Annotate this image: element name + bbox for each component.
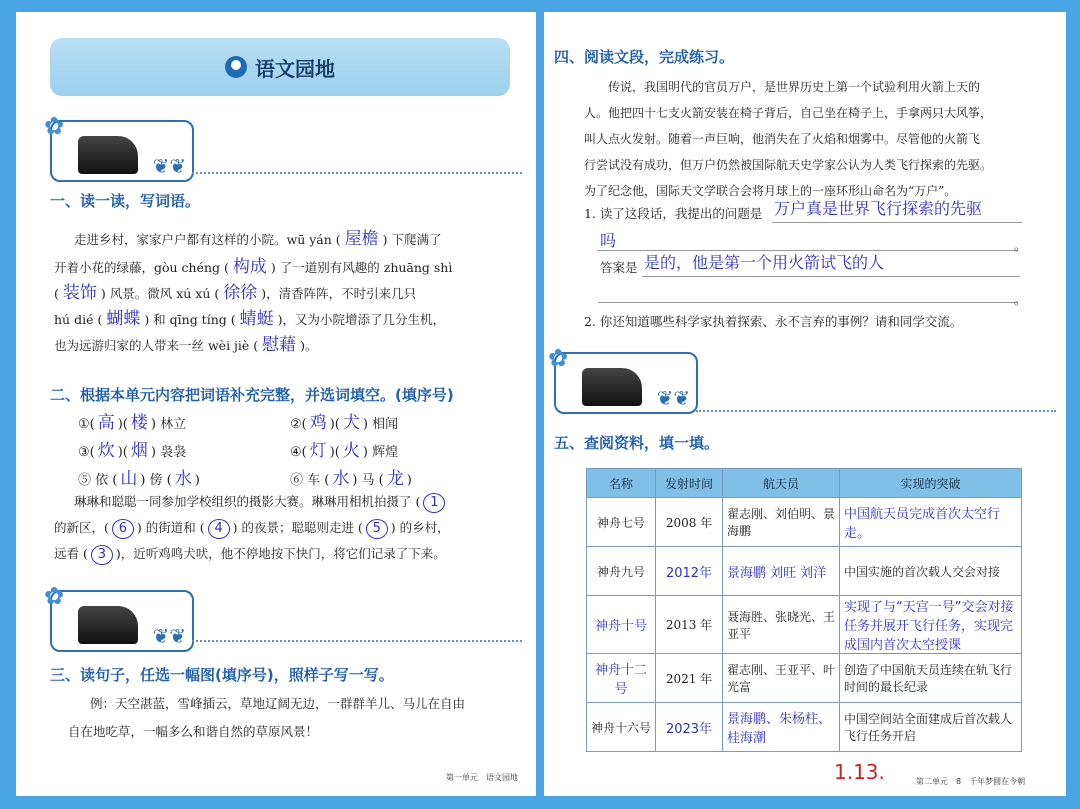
printed-text: )，清香阵阵，不时引来几只 xyxy=(261,286,417,301)
handwritten-answer: 鸡 xyxy=(309,413,327,433)
handwritten-answer: 水 xyxy=(332,469,350,489)
table-row xyxy=(587,547,1022,596)
table-cell-name xyxy=(587,703,656,752)
spaceflight-table xyxy=(586,468,1022,752)
printed-text: 远看 ( xyxy=(54,546,88,561)
page-footer: 第一单元 语文园地 xyxy=(446,773,518,782)
handwritten-answer: 犬 xyxy=(342,413,360,433)
flower-icon: ✿ xyxy=(44,112,65,140)
illustration-card-reading xyxy=(44,112,194,182)
table-row xyxy=(587,703,1022,752)
table-row xyxy=(587,654,1022,703)
answer-line xyxy=(772,222,1022,223)
table-cell-breakthrough xyxy=(840,654,1022,703)
question-1-answer: 万户真是世界飞行探索的先驱 xyxy=(774,199,983,218)
plant-icon: ❦❦ xyxy=(656,386,690,410)
printed-text: 聂海胜、张晓光、王亚平 xyxy=(727,609,836,641)
printed-text: )，近听鸡鸣犬吠，他不停地按下快门，将它们记录了下来。 xyxy=(115,546,446,561)
passage-line: 行尝试没有成功，但万户仍然被国际航天史学家公认为人类飞行探索的先驱。 xyxy=(584,158,993,172)
section-1-heading: 一、读一读，写词语。 xyxy=(50,192,201,210)
divider xyxy=(192,172,522,174)
handwritten-answer: 龙 xyxy=(386,469,404,489)
table-cell-time xyxy=(656,703,723,752)
table-cell-time xyxy=(656,596,723,654)
plant-icon: ❦❦ xyxy=(152,154,186,178)
table-cell-breakthrough xyxy=(840,596,1022,654)
section-1-line xyxy=(54,278,416,303)
handwritten-answer: 构成 xyxy=(232,257,267,277)
idiom-item xyxy=(78,436,186,461)
handwritten-answer: 屋檐 xyxy=(344,229,379,249)
section-1-line xyxy=(54,330,318,355)
question-1-answer-cont: 吗 xyxy=(600,231,617,250)
printed-text: ) 的街道和 ( xyxy=(136,520,205,535)
handwritten-answer: 烟 xyxy=(130,441,148,461)
table-cell-name xyxy=(587,498,656,547)
table-cell-time xyxy=(656,498,723,547)
section-3-line-2: 自在地吃草，一幅多么和谐自然的草原风景！ xyxy=(68,724,319,739)
handwritten-answer: 实现了与“天宫一号”交会对接任务并展开飞行任务，实现完成国内首次太空授课 xyxy=(844,600,1014,653)
handwritten-answer: 2012年 xyxy=(665,565,713,581)
section-3-heading: 三、读句子，任选一幅图(填序号)，照样子写一写。 xyxy=(50,666,394,684)
handwritten-answer: 山 xyxy=(120,469,138,489)
paragraph-line xyxy=(74,492,448,513)
printed-text: ) 的乡村， xyxy=(390,520,450,535)
teacher-signature: 1.13. xyxy=(834,760,885,784)
printed-text: ) 辉煌 xyxy=(362,445,399,460)
plant-icon: ❦❦ xyxy=(152,624,186,648)
section-1-line xyxy=(54,304,445,329)
printed-text: ) 的夜景；聪聪则走进 ( xyxy=(232,520,363,535)
answer-label: 答案是 xyxy=(600,260,638,275)
printed-text: ( xyxy=(54,286,59,301)
handwritten-answer: 装饰 xyxy=(62,283,97,303)
answer-line xyxy=(598,302,1018,303)
printed-text: ④( xyxy=(290,445,307,460)
handwritten-answer: 徐徐 xyxy=(223,283,258,303)
idiom-item xyxy=(78,408,186,433)
table-cell-time xyxy=(656,547,723,596)
handwritten-answer: 2023年 xyxy=(665,721,713,737)
printed-text: 神舟十六号 xyxy=(591,720,652,735)
section-1-line xyxy=(74,224,442,249)
printed-text: 2008 年 xyxy=(665,515,713,530)
table-row xyxy=(587,498,1022,547)
table-cell-breakthrough xyxy=(840,498,1022,547)
paragraph-line xyxy=(54,544,446,565)
printed-text: ) xyxy=(406,473,412,488)
table-header-cell: 实现的突破 xyxy=(840,469,1022,498)
handwritten-answer: 神舟十二号 xyxy=(594,663,647,697)
circled-answer: 3 xyxy=(91,545,113,565)
printed-text: ) 马 ( xyxy=(352,473,384,488)
handwritten-answer: 景海鹏 刘旺 刘洋 xyxy=(727,565,827,581)
printed-text: )，又为小院增添了几分生机， xyxy=(277,312,445,327)
handwritten-answer: 神舟十号 xyxy=(594,619,647,634)
hill-figure xyxy=(582,368,642,406)
printed-text: 的新区，( xyxy=(54,520,109,535)
section-2-heading: 二、根据本单元内容把词语补充完整，并选词填空。(填序号) xyxy=(50,386,454,404)
left-page xyxy=(16,12,536,796)
printed-text: )( xyxy=(329,445,340,460)
printed-text: 翟志刚、王亚平、叶光富 xyxy=(727,663,836,694)
circled-answer: 5 xyxy=(366,519,388,539)
handwritten-answer: 景海鹏、朱杨柱、桂海潮 xyxy=(727,712,832,746)
answer-line xyxy=(642,276,1020,277)
printed-text: ) 下爬满了 xyxy=(382,232,442,247)
circled-answer: 6 xyxy=(112,519,134,539)
section-5-heading: 五、查阅资料，填一填。 xyxy=(554,434,720,452)
table-header-cell: 名称 xyxy=(587,469,656,498)
right-page xyxy=(544,12,1066,796)
table-header-cell: 航天员 xyxy=(723,469,840,498)
divider xyxy=(192,640,522,642)
printed-text: )。 xyxy=(300,338,318,353)
printed-text: )( xyxy=(329,417,340,432)
table-cell-name xyxy=(587,654,656,703)
illustration-card-study xyxy=(44,582,194,652)
answer-handwriting: 是的，他是第一个用火箭试飞的人 xyxy=(644,253,885,272)
handwritten-answer: 火 xyxy=(342,441,360,461)
printed-text: ③( xyxy=(78,445,95,460)
handwritten-answer: 楼 xyxy=(130,413,148,433)
printed-text: ) xyxy=(194,473,200,488)
table-cell-crew xyxy=(723,654,840,703)
idiom-item xyxy=(78,464,200,489)
printed-text: ) 相闻 xyxy=(362,417,399,432)
printed-text: )( xyxy=(117,445,128,460)
printed-text: hú dié ( xyxy=(54,312,103,327)
circled-answer: 1 xyxy=(423,493,445,513)
table-cell-crew xyxy=(723,703,840,752)
printed-text: 也为远游归家的人带来一丝 wèi jiè ( xyxy=(54,338,259,353)
table-row xyxy=(587,596,1022,654)
printed-text: 琳琳和聪聪一同参加学校组织的摄影大赛。琳琳用相机拍摄了 ( xyxy=(74,494,421,509)
printed-text: 中国实施的首次载人交会对接 xyxy=(844,564,1001,579)
period: 。 xyxy=(1014,292,1027,307)
user-icon xyxy=(225,56,247,78)
printed-text: )( xyxy=(117,417,128,432)
table-cell-name xyxy=(587,596,656,654)
printed-text: ) 了一道别有风趣的 zhuāng shì xyxy=(270,260,453,275)
children-figure xyxy=(78,606,138,644)
section-1-line xyxy=(54,252,452,277)
banner-title: 语文园地 xyxy=(255,56,335,81)
printed-text: 中国空间站全面建成后首次载人飞行任务开启 xyxy=(844,712,1013,743)
printed-text: ) 和 qīng tíng ( xyxy=(144,312,236,327)
section-4-heading: 四、阅读文段，完成练习。 xyxy=(554,48,735,66)
idiom-item xyxy=(290,436,398,461)
paragraph-line xyxy=(54,518,450,539)
table-cell-crew xyxy=(723,547,840,596)
passage-line: 叫人点火发射。随着一声巨响，他消失在了火焰和烟雾中。尽管他的火箭飞 xyxy=(584,132,981,146)
circled-answer: 4 xyxy=(208,519,230,539)
child-figure xyxy=(78,136,138,174)
table-cell-name xyxy=(587,547,656,596)
handwritten-answer: 灯 xyxy=(309,441,327,461)
flower-icon: ✿ xyxy=(548,344,569,372)
table-cell-crew xyxy=(723,596,840,654)
passage-line: 传说，我国明代的官员万户，是世界历史上第一个试验利用火箭上天的 xyxy=(608,80,981,94)
printed-text: 走进乡村，家家户户都有这样的小院。wū yán ( xyxy=(74,232,341,247)
handwritten-answer: 蝴蝶 xyxy=(106,309,141,329)
printed-text: ) 袅袅 xyxy=(150,445,187,460)
printed-text: ②( xyxy=(290,417,307,432)
table-cell-breakthrough xyxy=(840,547,1022,596)
period: 。 xyxy=(1014,238,1027,253)
idiom-item xyxy=(290,408,398,433)
table-cell-crew xyxy=(723,498,840,547)
printed-text: 神舟七号 xyxy=(596,515,645,530)
handwritten-answer: 中国航天员完成首次太空行走。 xyxy=(844,507,1001,541)
table-cell-breakthrough xyxy=(840,703,1022,752)
divider xyxy=(696,410,1056,412)
table-header-cell: 发射时间 xyxy=(656,469,723,498)
printed-text: 开着小花的绿藤，gòu chéng ( xyxy=(54,260,229,275)
printed-text: ⑥ 车 ( xyxy=(290,473,330,488)
printed-text: 2021 年 xyxy=(665,671,713,686)
idiom-item xyxy=(290,464,412,489)
handwritten-answer: 蜻蜓 xyxy=(239,309,274,329)
printed-text: ①( xyxy=(78,417,95,432)
printed-text: ⑤ 依 ( xyxy=(78,473,118,488)
printed-text: 创造了中国航天员连续在轨飞行时间的最长纪录 xyxy=(844,663,1013,694)
printed-text: ) 风景。微风 xú xú ( xyxy=(100,286,220,301)
printed-text: ) 傍 ( xyxy=(140,473,172,488)
table-cell-time xyxy=(656,654,723,703)
printed-text: 2013 年 xyxy=(665,618,713,632)
printed-text: 翟志刚、刘伯明、景海鹏 xyxy=(727,507,836,538)
illustration-card-hill xyxy=(548,344,698,414)
handwritten-answer: 慰藉 xyxy=(262,335,297,355)
handwritten-answer: 炊 xyxy=(97,441,115,461)
question-1: 1. 读了这段话，我提出的问题是 xyxy=(584,206,763,221)
printed-text: 神舟九号 xyxy=(596,564,645,579)
handwritten-answer: 高 xyxy=(97,413,115,433)
passage-line: 为了纪念他，国际天文学联合会将月球上的一座环形山命名为“万户”。 xyxy=(584,184,957,198)
handwritten-answer: 水 xyxy=(174,469,192,489)
section-3-line-1: 例：天空湛蓝，雪峰插云，草地辽阔无边，一群群羊儿、马儿在自由 xyxy=(90,696,466,711)
page-banner xyxy=(50,38,510,96)
printed-text: ) 林立 xyxy=(150,417,187,432)
passage-line: 人。他把四十七支火箭安装在椅子背后，自己坐在椅子上，手拿两只大风筝， xyxy=(584,106,993,120)
page-footer: 第二单元 8 千年梦圆在今朝 xyxy=(916,777,1026,786)
question-2: 2. 你还知道哪些科学家执着探索、永不言弃的事例？请和同学交流。 xyxy=(584,314,963,329)
flower-icon: ✿ xyxy=(44,582,65,610)
